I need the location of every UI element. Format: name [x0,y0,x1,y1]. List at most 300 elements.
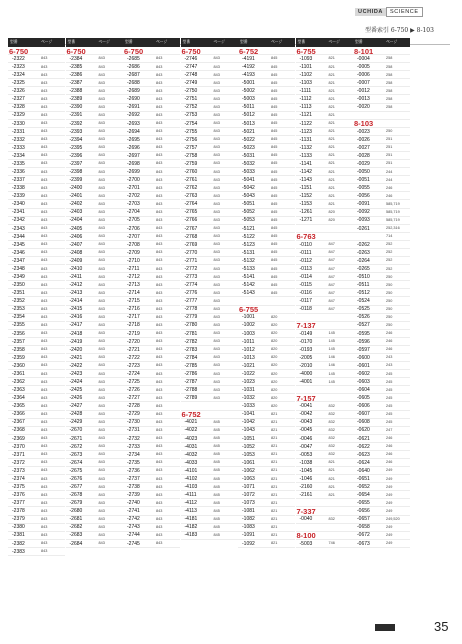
model-number: -2704 [127,209,140,216]
index-row [8,427,65,435]
page-ref: 843 [41,508,48,513]
page-ref: 843 [98,484,105,489]
page-ref: 821 [328,72,335,77]
page-ref: 821 [328,460,335,465]
index-row [181,184,238,192]
index-row [66,362,123,370]
index-row [238,176,295,184]
page-ref: 845 [213,428,220,433]
model-number: -2010 [299,362,313,369]
model-number: -0040 [299,516,313,523]
model-number: -5021 [242,128,255,135]
page-ref: 832 [328,419,335,424]
page-ref: 145 [328,371,335,376]
index-row [123,112,180,120]
index-row [238,483,295,491]
model-number: -2389 [69,96,83,103]
index-row [238,459,295,467]
page-ref: 843 [41,121,48,126]
page-ref: 843 [41,250,48,255]
index-row [238,532,295,540]
page-ref: 843 [156,516,163,521]
page-ref: 843 [41,72,48,77]
index-row [8,144,65,152]
model-number: -0261 [357,225,370,232]
index-row [238,217,295,225]
page-ref: 585,719 [386,201,400,206]
page-ref: 820 [271,331,278,336]
model-number: -1131 [299,136,312,143]
model-number: -2741 [127,508,140,515]
page-ref: 843 [213,234,220,239]
page-header: ページ [328,40,340,44]
index-row [123,451,180,459]
page-ref: 250 [386,129,393,134]
model-number: -2385 [69,63,83,70]
model-number: -2406 [69,233,83,240]
index-column [66,38,123,548]
page-ref: 243 [386,363,393,368]
page-ref: 845 [213,484,220,489]
index-row [353,419,410,427]
page-ref: 821 [271,492,278,497]
index-row [123,168,180,176]
model-number: -2747 [184,63,198,70]
index-row [66,79,123,87]
page-ref: 843 [156,113,163,118]
model-number: -2716 [127,306,140,313]
index-row [181,120,238,128]
page-ref: 249 [386,541,393,546]
page-ref: 252 [386,242,393,247]
index-row [353,540,410,548]
index-row [296,540,353,548]
index-row [181,524,238,532]
page-ref: 845 [271,193,278,198]
model-number: -2686 [127,63,140,70]
page-ref: 821 [271,411,278,416]
index-row [238,87,295,95]
model-number: -2731 [127,427,140,434]
model-number: -2337 [12,177,25,184]
index-row [8,419,65,427]
index-row [353,87,410,95]
index-row [8,217,65,225]
series-code: 6-755 [239,305,259,314]
model-header: 型番 [240,40,248,44]
model-number: -5012 [242,112,255,119]
index-row [123,346,180,354]
index-row [8,192,65,200]
model-number: -0512 [357,290,370,297]
page-ref: 845 [213,476,220,481]
index-row [66,257,123,265]
model-number: -4103 [184,484,198,491]
series-heading [66,47,123,55]
index-row [181,419,238,427]
page-ref: 845 [271,56,278,61]
index-row [353,273,410,281]
model-number: -4111 [184,492,197,499]
index-row [8,200,65,208]
page-ref: 821 [328,145,335,150]
model-number: -2395 [69,144,83,151]
index-row [8,112,65,120]
model-number: -0624 [357,459,370,466]
page-ref: 843 [98,177,105,182]
index-row [238,427,295,435]
model-number: -2413 [69,290,83,297]
model-number: -0149 [299,330,313,337]
page-ref: 843 [98,137,105,142]
model-number: -2727 [127,395,140,402]
page-ref: 821 [328,80,335,85]
page-ref: 843 [156,177,163,182]
model-number: -5013 [242,120,255,127]
page-ref: 843 [98,525,105,529]
index-row [353,491,410,499]
model-number: -1101 [299,63,312,70]
page-ref: 843 [41,533,48,538]
page-ref: 250 [386,323,393,328]
model-number: -1023 [242,379,255,385]
page-ref: 843 [156,161,163,166]
page-ref: 843 [156,395,163,400]
page-header: ページ [213,40,225,44]
model-number: -1111 [299,88,312,95]
model-number: -2753 [184,112,198,119]
page-ref: 843 [41,129,48,134]
page-ref: 843 [156,290,163,295]
index-row [123,467,180,475]
index-row [123,136,180,144]
index-row [296,209,353,217]
index-row [66,402,123,410]
model-number: -5122 [242,233,255,240]
index-row [238,192,295,200]
model-number: -2712 [127,273,140,280]
page-ref: 821 [271,419,278,424]
page-ref: 843 [156,209,163,214]
page-ref: 252 [386,250,393,255]
page-ref: 845 [271,129,278,134]
index-row [66,499,123,507]
model-number: -1152 [299,193,312,200]
model-number: -2327 [12,96,25,103]
index-row [8,378,65,386]
page-ref: 847 [328,274,335,279]
model-number: -2343 [12,225,25,232]
model-number: -2390 [69,104,83,111]
model-number: -0042 [299,411,313,418]
page-ref: 585,719 [386,218,400,223]
model-number: -2771 [184,257,198,264]
page-ref: 821 [271,444,278,449]
index-row [8,95,65,103]
page-ref: 843 [41,177,48,182]
index-row [353,314,410,322]
page-ref: 832 [328,452,335,457]
model-number: -1046 [299,475,313,482]
page-ref: 821 [328,185,335,190]
index-row [353,168,410,176]
model-number: -2673 [69,451,83,458]
index-row [8,507,65,515]
model-number: -0092 [357,209,370,216]
index-row [181,346,238,354]
index-row [123,443,180,451]
model-number: -2411 [69,273,82,280]
page-ref: 843 [213,258,220,263]
page-ref: 843 [156,193,163,198]
index-row [66,427,123,435]
model-number: -2359 [12,354,25,361]
model-number: -0027 [357,144,370,151]
page-ref: 250 [386,282,393,287]
index-row [238,443,295,451]
model-number: -0600 [357,354,370,361]
model-number: -2733 [127,443,140,450]
index-row [353,297,410,305]
page-ref: 843 [213,298,220,303]
page-ref: 249 [386,476,393,481]
index-row [296,136,353,144]
page-ref: 845 [271,104,278,109]
page-ref: 845 [213,460,220,465]
index-row [123,499,180,507]
page-ref: 245 [386,411,393,416]
series-code: 7-137 [296,321,316,331]
model-number: -0028 [357,152,370,159]
model-number: -2769 [184,241,198,248]
model-number: -2682 [69,524,83,531]
page-ref: 843 [213,153,220,158]
index-row [296,241,353,249]
index-row [123,378,180,386]
index-row [8,322,65,330]
page-ref: 843 [98,145,105,150]
page-ref: 258 [386,96,393,101]
index-row [8,136,65,144]
page-ref: 843 [156,274,163,279]
page-ref: 832 [328,516,335,521]
model-number: -2419 [69,338,83,345]
page-ref: 843 [156,411,163,416]
model-number: -2765 [184,209,198,216]
model-number: -0672 [357,532,370,539]
page-ref: 843 [98,476,105,481]
page-ref: 845 [271,274,278,279]
page-number: 35 [434,619,449,634]
index-row [123,104,180,112]
page-ref: 843 [213,177,220,182]
model-number: -1021 [242,362,255,369]
index-row [238,386,295,394]
page-ref: 843 [156,201,163,206]
page-ref: 843 [213,104,220,109]
index-row [123,459,180,467]
index-row [66,483,123,491]
page-ref: 246 [386,444,393,449]
page-ref: 847 [328,298,335,303]
model-number: -0673 [357,540,370,547]
page-ref: 820 [328,209,335,214]
index-row [353,370,410,378]
page-ref: 843 [41,516,48,521]
index-row [181,112,238,120]
index-row [353,184,410,192]
page-ref: 843 [98,266,105,271]
page-ref: 843 [41,290,48,295]
index-row [8,225,65,233]
page-ref: 821 [328,56,335,61]
index-row [238,160,295,168]
index-row [353,225,410,233]
index-row [8,184,65,192]
model-number: -2783 [184,346,198,353]
page-ref: 249,520 [386,516,400,521]
page-ref: 843 [213,88,220,93]
page-ref: 843 [156,323,163,328]
page-ref: 847 [328,282,335,287]
model-number: -1012 [242,346,255,353]
index-row [238,95,295,103]
model-number: -0026 [357,136,370,143]
model-number: -1043 [242,427,255,434]
page-ref: 146 [328,355,335,360]
index-row [66,192,123,200]
model-number: -2340 [12,201,25,208]
page-ref: 843 [156,226,163,231]
page-ref: 843 [98,492,105,497]
page-ref: 843 [156,419,163,424]
model-number: -0654 [357,492,370,499]
page-ref: 843 [41,64,48,69]
model-number: -4183 [184,532,198,539]
page-ref: 746 [328,541,335,546]
page-ref: 847 [328,242,335,247]
index-row [353,451,410,459]
page-ref: 843 [98,403,105,408]
page-ref: 843 [41,525,48,529]
model-number: -2738 [127,484,140,491]
index-row [66,306,123,314]
page-ref: 843 [98,161,105,166]
page-ref: 145 [328,339,335,344]
page-ref: 843 [41,193,48,198]
index-row [123,176,180,184]
page-ref: 843 [41,347,48,352]
page-ref: 843 [156,282,163,287]
index-row [353,63,410,71]
index-row [66,370,123,378]
page-ref: 843 [98,80,105,85]
page-ref: 843 [98,460,105,465]
page-ref: 843 [41,282,48,287]
model-number: -0056 [357,193,370,200]
model-number: -2380 [12,524,25,531]
index-row [296,306,353,314]
model-number: -2326 [12,88,25,95]
index-row [8,330,65,338]
model-number: -2409 [69,257,83,264]
page-ref: 843 [41,209,48,214]
index-row [181,427,238,435]
page-ref: 832 [328,428,335,433]
model-number: -2750 [184,88,198,95]
page-ref: 843 [213,137,220,142]
page-ref: 843 [156,355,163,360]
page-ref: 843 [213,121,220,126]
index-row [353,136,410,144]
page-ref: 843 [98,234,105,239]
model-number: -2396 [69,152,83,159]
model-number: -2383 [12,548,25,555]
page-ref: 843 [41,395,48,400]
page-ref: 843 [98,96,105,101]
model-number: -5003 [242,96,255,103]
index-row [66,532,123,540]
index-row [66,491,123,499]
page-ref: 843 [213,226,220,231]
page-ref: 845 [271,177,278,182]
model-number: -4000 [299,370,313,377]
index-row [8,168,65,176]
page-ref: 843 [156,452,163,457]
model-number: -2787 [184,379,198,385]
index-row [8,241,65,249]
model-number: -2355 [12,322,25,329]
page-ref: 821 [271,476,278,481]
page-ref: 821 [328,484,335,489]
page-ref: 845 [271,218,278,223]
index-row [8,411,65,419]
page-ref: 843 [98,371,105,376]
index-row [181,160,238,168]
model-number: -1041 [242,411,255,418]
model-number: -2729 [127,411,140,418]
index-row [8,394,65,402]
model-number: -2403 [69,209,83,216]
page-ref: 843 [98,500,105,505]
model-number: -2424 [69,379,83,385]
index-row [296,87,353,95]
index-row [181,176,238,184]
model-number: -2366 [12,411,25,418]
model-number: -0526 [357,314,370,321]
page-ref: 146 [328,363,335,368]
page-ref: 843 [98,468,105,473]
model-header: 型番 [67,40,76,44]
page-ref: 843 [41,411,48,416]
model-number: -2789 [184,395,198,402]
index-row [8,370,65,378]
index-row [66,55,123,63]
index-row [296,200,353,208]
page-ref: 843 [41,419,48,424]
index-column [8,38,65,556]
index-row [123,273,180,281]
model-number: -0264 [357,257,370,264]
model-number: -2324 [12,72,25,79]
index-row [123,200,180,208]
page-ref: 843 [41,452,48,457]
model-number: -5033 [242,168,255,175]
index-row [353,338,410,346]
page-ref: 246 [386,193,393,198]
series-heading [238,47,295,55]
index-row [181,467,238,475]
